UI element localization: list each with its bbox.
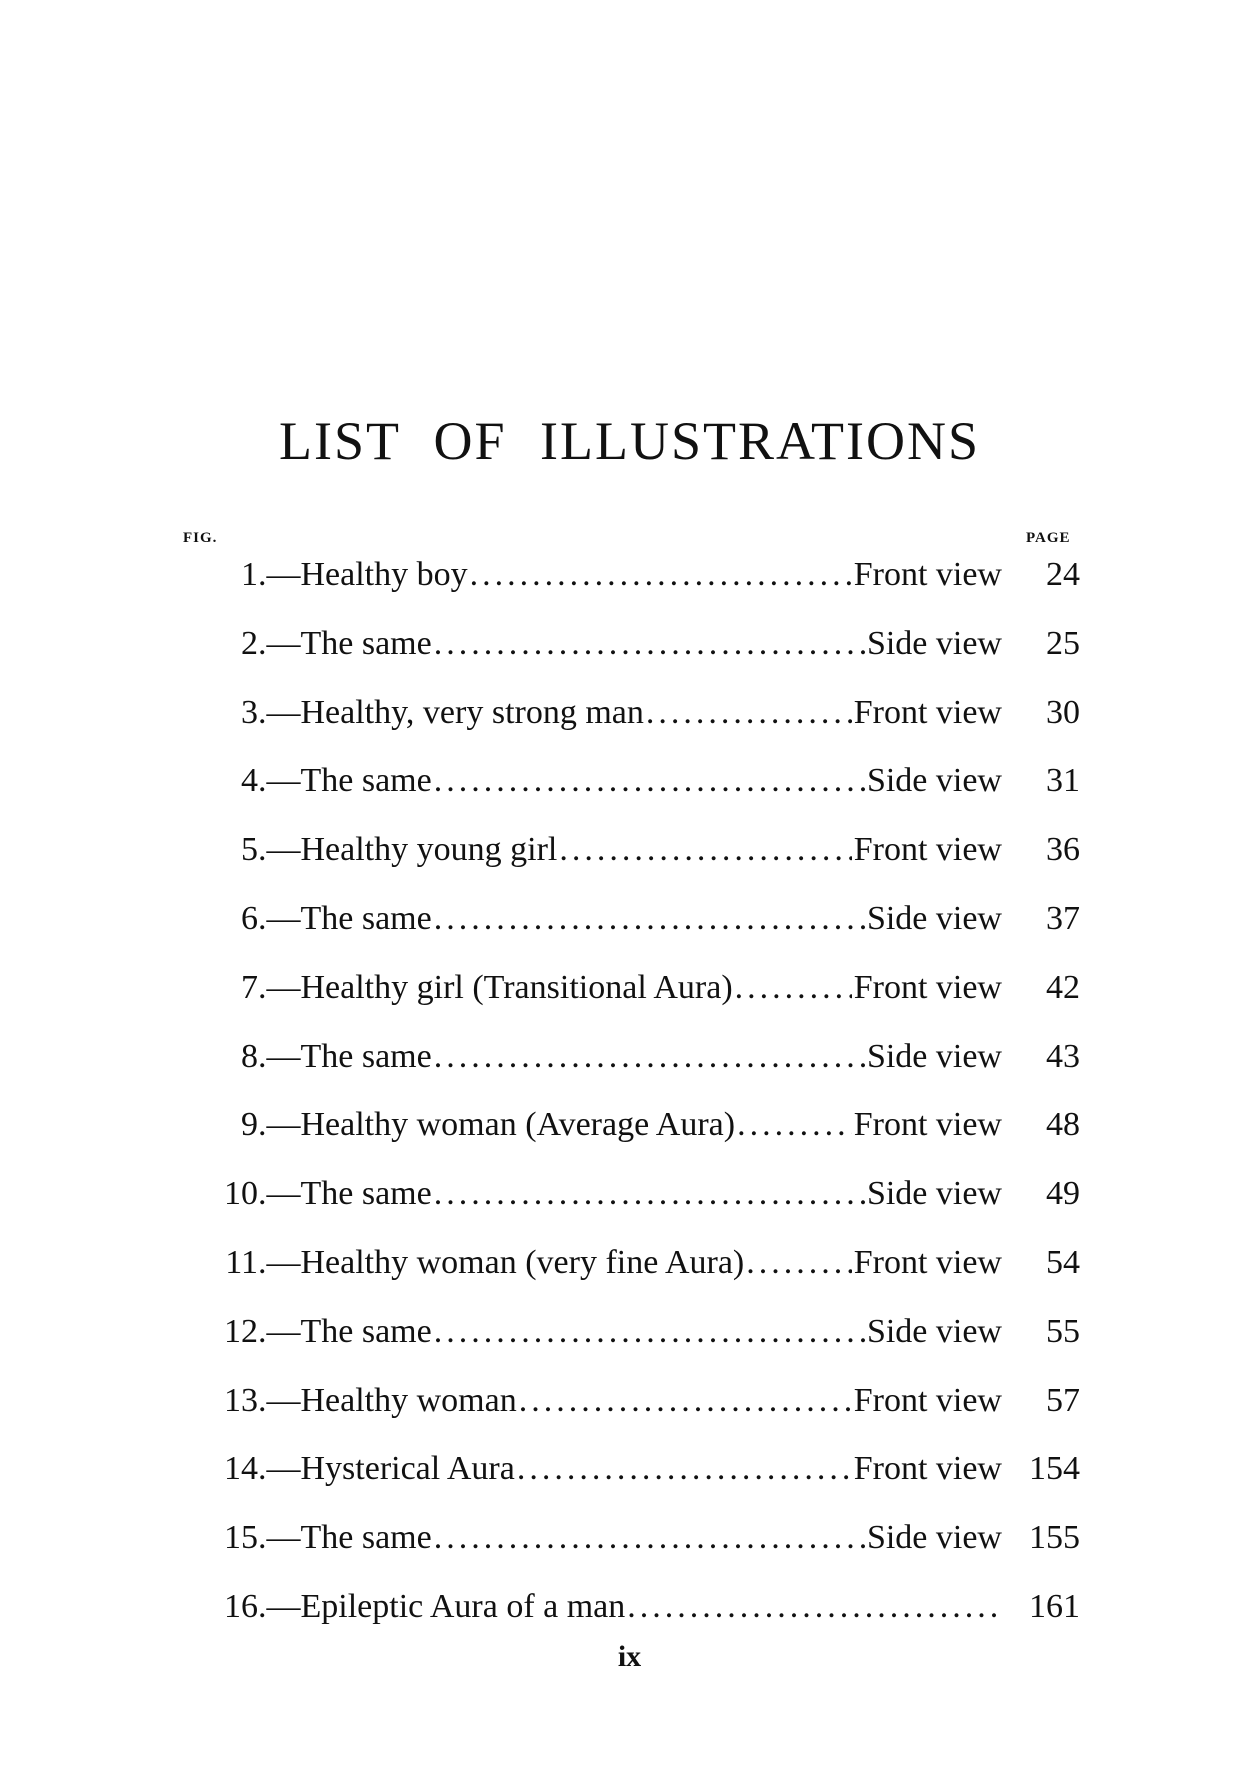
figure-view: Side view [866, 1037, 1002, 1075]
figure-number: 13 [224, 1381, 258, 1419]
figure-number: 6 [241, 899, 258, 937]
figure-description: Healthy woman (Average Aura) [300, 1106, 736, 1144]
page-number: 154 [1029, 1450, 1080, 1488]
figure-description: Epileptic Aura of a man [300, 1587, 626, 1625]
dot-leader [746, 1244, 851, 1282]
list-item [170, 1106, 1080, 1175]
figure-dash: .— [258, 693, 301, 731]
figure-description: The same [300, 762, 432, 800]
figure-view: Side view [866, 762, 1002, 800]
dot-leader [517, 1450, 852, 1488]
figure-description: Hysterical Aura [300, 1450, 515, 1488]
figure-dash: .— [258, 762, 301, 800]
figure-dash: .— [258, 556, 301, 593]
figure-dash: .— [258, 1587, 301, 1625]
figure-number: 10 [224, 1175, 258, 1213]
fig-column-header: FIG. [183, 530, 218, 546]
dot-leader [434, 1175, 865, 1213]
page-number: 161 [1029, 1587, 1080, 1625]
list-item [170, 969, 1080, 1038]
figure-number: 1 [241, 556, 258, 593]
figure-description: Healthy woman (very fine Aura) [300, 1243, 745, 1281]
dot-leader [627, 1588, 1000, 1626]
figure-view: Front view [853, 1450, 1002, 1488]
figure-dash: .— [258, 1037, 301, 1075]
list-item [170, 1175, 1080, 1244]
figure-dash: .— [258, 899, 301, 937]
dot-leader [434, 762, 865, 800]
list-item [170, 556, 1080, 625]
list-item [170, 900, 1080, 969]
figure-dash: .— [258, 624, 301, 662]
figure-dash: .— [258, 1175, 301, 1213]
figure-view: Front view [853, 968, 1002, 1006]
list-item [170, 1244, 1080, 1313]
dot-leader [434, 1313, 865, 1351]
page-number: 49 [1046, 1175, 1080, 1213]
figure-description: The same [300, 899, 432, 937]
dot-leader [434, 625, 865, 663]
figure-view: Front view [853, 1381, 1002, 1419]
page-number: 48 [1046, 1106, 1080, 1144]
figure-number: 4 [241, 762, 258, 800]
page-number: 57 [1046, 1381, 1080, 1419]
page-number: 43 [1046, 1037, 1080, 1075]
figure-dash: .— [258, 1312, 301, 1350]
figure-description: The same [300, 1312, 432, 1350]
figure-number: 2 [241, 624, 258, 662]
figure-dash: .— [258, 1450, 301, 1488]
list-item [170, 694, 1080, 763]
figure-view: Front view [853, 1106, 1002, 1144]
dot-leader [735, 969, 852, 1007]
page-number: 42 [1046, 968, 1080, 1006]
list-item [170, 1382, 1080, 1451]
page-title: LIST OF ILLUSTRATIONS [278, 411, 981, 471]
dot-leader [519, 1382, 852, 1420]
list-item [170, 1313, 1080, 1382]
dot-leader [434, 1519, 865, 1557]
figure-view: Front view [853, 831, 1002, 869]
figure-number: 15 [224, 1519, 258, 1557]
dot-leader [646, 694, 852, 732]
page-number: 37 [1046, 899, 1080, 937]
page-number: 55 [1046, 1312, 1080, 1350]
figure-view: Side view [866, 1519, 1002, 1557]
figure-number: 11 [225, 1243, 258, 1281]
figure-view: Side view [866, 899, 1002, 937]
list-item [170, 1519, 1080, 1588]
figure-description: Healthy boy [300, 556, 468, 593]
figure-description: The same [300, 1175, 432, 1213]
figure-number: 12 [224, 1312, 258, 1350]
figure-dash: .— [258, 1381, 301, 1419]
figure-description: Healthy young girl [300, 831, 558, 869]
illustrations-list [170, 556, 1080, 1657]
figure-dash: .— [258, 968, 301, 1006]
dot-leader [434, 900, 865, 938]
dot-leader [470, 556, 852, 594]
figure-number: 8 [241, 1037, 258, 1075]
page-number: 25 [1046, 624, 1080, 662]
page-column-header: PAGE [1026, 530, 1071, 546]
page-number: 31 [1046, 762, 1080, 800]
page-number: 24 [1046, 556, 1080, 593]
figure-view: Front view [853, 1243, 1002, 1281]
figure-view: Front view [853, 693, 1002, 731]
figure-view: Side view [866, 1312, 1002, 1350]
figure-description: Healthy girl (Transitional Aura) [300, 968, 733, 1006]
figure-dash: .— [258, 1243, 301, 1281]
figure-number: 14 [224, 1450, 258, 1488]
figure-number: 16 [224, 1587, 258, 1625]
figure-dash: .— [258, 1106, 301, 1144]
figure-description: The same [300, 1519, 432, 1557]
figure-dash: .— [258, 1519, 301, 1557]
dot-leader [559, 831, 851, 869]
figure-number: 5 [241, 831, 258, 869]
figure-view: Front view [853, 556, 1002, 593]
figure-description: The same [300, 624, 432, 662]
list-item [170, 1038, 1080, 1107]
figure-dash: .— [258, 831, 301, 869]
figure-description: Healthy, very strong man [300, 693, 644, 731]
figure-number: 7 [241, 968, 258, 1006]
figure-description: The same [300, 1037, 432, 1075]
dot-leader [737, 1106, 852, 1144]
list-item [170, 762, 1080, 831]
page-number: 155 [1029, 1519, 1080, 1557]
dot-leader [434, 1038, 865, 1076]
page-number: 30 [1046, 693, 1080, 731]
figure-number: 9 [241, 1106, 258, 1144]
figure-view: Side view [866, 624, 1002, 662]
page-number: 36 [1046, 831, 1080, 869]
figure-number: 3 [241, 693, 258, 731]
figure-description: Healthy woman [300, 1381, 517, 1419]
figure-view: Side view [866, 1175, 1002, 1213]
page-number: 54 [1046, 1243, 1080, 1281]
page-folio: ix [617, 1640, 642, 1673]
list-item [170, 831, 1080, 900]
list-item [170, 625, 1080, 694]
list-item [170, 1450, 1080, 1519]
